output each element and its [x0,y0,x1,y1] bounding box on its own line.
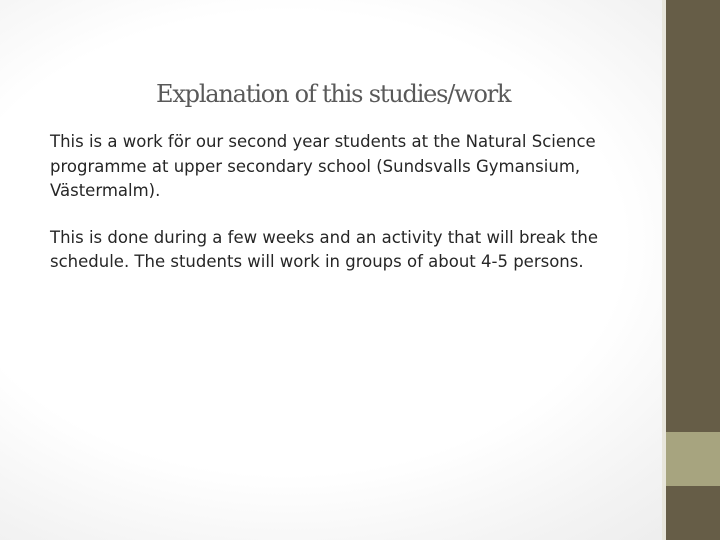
body-paragraph-1: This is a work för our second year students at the Natural Science programme at upper secondary school (Sundsvalls Gymansium, Västermalm). [50,132,596,200]
side-accent-block [666,432,720,486]
slide-title: Explanation of this studies/work [156,80,511,108]
body-paragraph-2: This is done during a few weeks and an activity that will break the schedule. The students will work in groups of about 4-5 persons. [50,227,598,271]
slide-body [50,130,630,297]
